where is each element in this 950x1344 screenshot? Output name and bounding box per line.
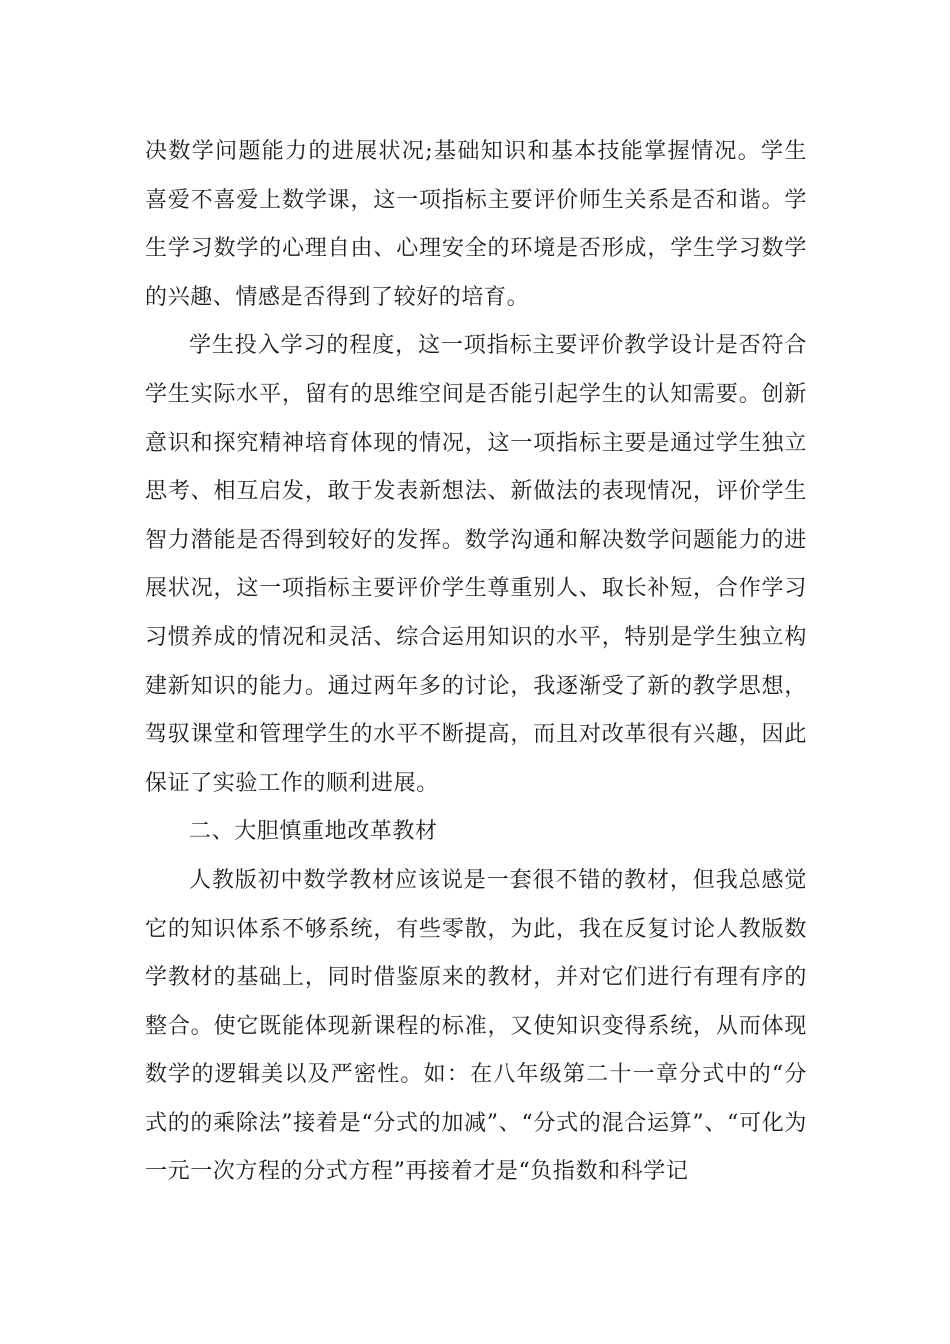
document-page [145, 128, 807, 1197]
paragraph-continuation: 决数学问题能力的进展状况;基础知识和基本技能掌握情况。学生喜爱不喜爱上数学课，这一项指标主要评价师生关系是否和谐。学生学习数学的心理自由、心理安全的环境是否形成，学生学习数学的兴趣、情感是否得到了较好的培育。 [145, 139, 807, 310]
paragraph-student-engagement: 学生投入学习的程度，这一项指标主要评价教学设计是否符合学生实际水平，留有的思维空间是否能引起学生的认知需要。创新意识和探究精神培育体现的情况，这一项指标主要是通过学生独立思考、相互启发，敢于发表新想法、新做法的表现情况，评价学生智力潜能是否得到较好的发挥。数学沟通和解决数学问题能力的进展状况，这一项指标主要评价学生尊重别人、取长补短，合作学习习惯养成的情况和灵活、综合运用知识的水平，特别是学生独立构建新知识的能力。通过两年多的讨论，我逐渐受了新的教学思想，驾驭课堂和管理学生的水平不断提高，而且对改革很有兴趣，因此保证了实验工作的顺利进展。 [145, 333, 807, 796]
paragraph-textbook-reform: 人教版初中数学教材应该说是一套很不错的教材，但我总感觉它的知识体系不够系统，有些零散，为此，我在反复讨论人教版数学教材的基础上，同时借鉴原来的教材，并对它们进行有理有序的整合。使它既能体现新课程的标准，又使知识变得系统，从而体现数学的逻辑美以及严密性。如：在八年级第二十一章分式中的“分式的的乘除法”接着是“分式的加减”、“分式的混合运算”、“可化为一元一次方程的分式方程”再接着才是“负指数和科学记 [145, 867, 807, 1185]
section-heading: 二、大胆慎重地改革教材 [189, 819, 438, 845]
